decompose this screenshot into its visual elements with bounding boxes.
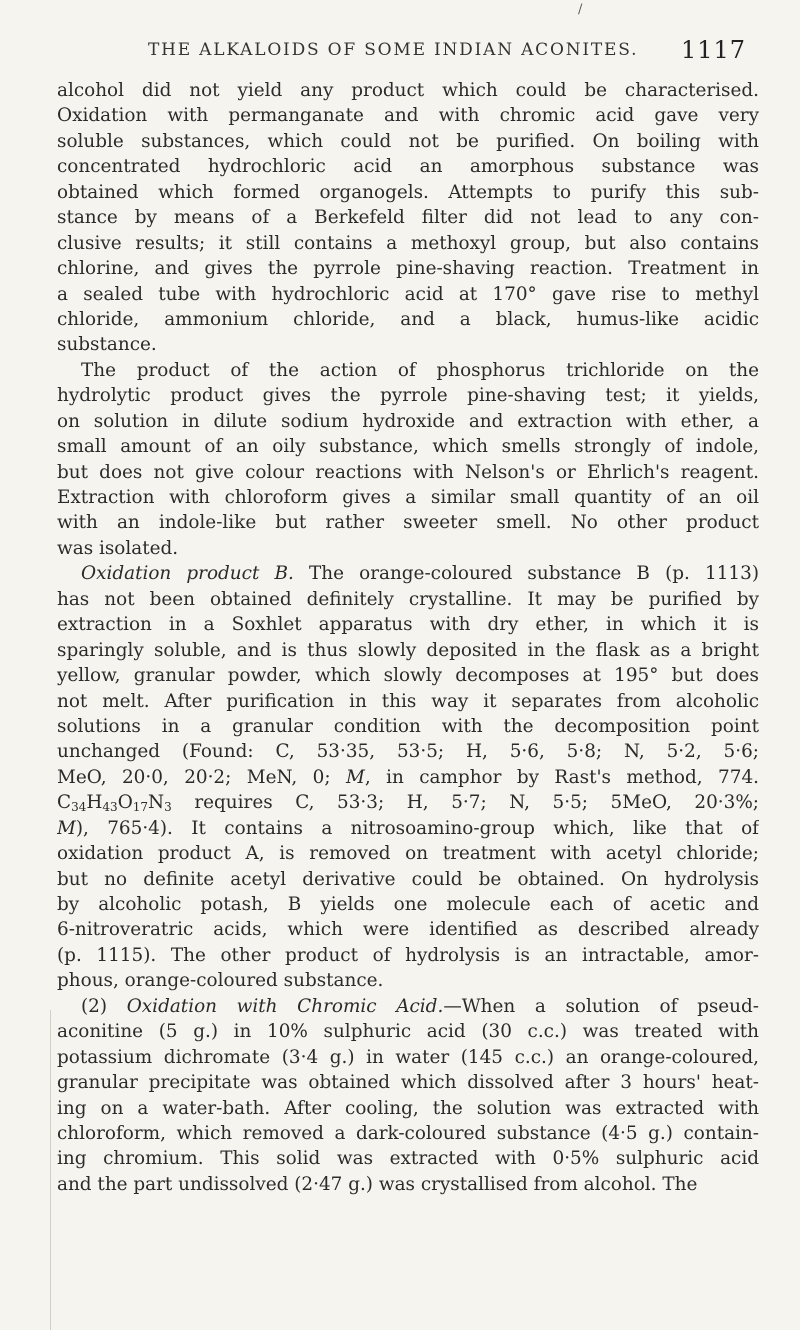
molecular-weight-symbol: M [345,766,365,788]
text-line: not melt. After purification in this way it separates from alcoholic [57,690,759,712]
formula-subscript: 34 [71,800,87,815]
margin-mark: / [578,2,583,17]
formula-subscript: 43 [102,800,118,815]
section-heading: Oxidation with Chromic Acid. [126,995,444,1017]
text-line: and the part undissolved (2·47 g.) was crystallised from alcohol. The [57,1173,698,1195]
text-line: on solution in dilute sodium hydroxide and extraction with ether, a [57,410,759,432]
text-line: granular precipitate was obtained which dissolved after 3 hours' heat- [57,1072,759,1094]
text-line: a sealed tube with hydrochloric acid at 170° gave rise to methyl [57,283,759,305]
text-line: The product of the action of phosphorus trichloride on the [81,359,759,381]
formula-element: N [148,792,165,814]
section-heading: Oxidation product B. [81,563,294,585]
body-text [57,78,759,1197]
text-line [57,561,759,586]
molecular-weight-symbol: M [57,817,76,839]
text-line: Oxidation with permanganate and with chromic acid gave very [57,105,759,127]
formula-element: O [117,792,133,814]
text-line: chloride, ammonium chloride, and a black, humus-like acidic [57,308,759,330]
text-line: but does not give colour reactions with Nelson's or Ehrlich's reagent. [57,461,759,483]
text-line: Extraction with chloroform gives a similar small quantity of an oil [57,487,759,508]
text-line: extraction in a Soxhlet apparatus with dry ether, in which it is [57,614,759,636]
text-line: hydrolytic product gives the pyrrole pine-shaving test; it yields, [57,385,759,407]
text-line [57,816,759,841]
text-fragment: ), 765·4). It contains a nitrosoamino-group which, like that of [75,817,759,839]
text-line: chlorine, and gives the pyrrole pine-shaving reaction. Treatment in [57,258,759,280]
binding-edge-line [50,1010,51,1330]
text-line: alcohol did not yield any product which could be characterised. [57,80,759,101]
text-line: soluble substances, which could not be purified. On boiling with [57,130,759,152]
text-fragment: , in camphor by Rast's method, 774. [364,766,759,788]
text-line: small amount of an oily substance, which smells strongly of indole, [57,436,759,458]
text-line: with an indole-like but rather sweeter smell. No other product [57,512,759,534]
text-line: 6-nitroveratric acids, which were identified as described already [57,919,759,941]
formula-subscript: 17 [132,800,149,815]
text-line: phous, orange-coloured substance. [57,970,384,992]
text-line: substance. [57,334,157,356]
section-number: (2) [81,995,108,1017]
formula-subscript: 3 [164,800,172,815]
text-line: ing on a water-bath. After cooling, the solution was extracted with [57,1097,759,1119]
text-line: unchanged (Found: C, 53·35, 53·5; H, 5·6, 5·8; N, 5·2, 5·6; [57,741,759,763]
text-line: clusive results; it still contains a methoxyl group, but also contains [57,232,759,254]
text-fragment: The orange-coloured substance B (p. 1113) [293,563,759,585]
text-line: obtained which formed organogels. Attempts to purify this sub- [57,181,759,203]
text-line: was isolated. [57,537,179,559]
text-line: chloroform, which removed a dark-coloured substance (4·5 g.) contain- [57,1122,759,1144]
text-line: aconitine (5 g.) in 10% sulphuric acid (30 c.c.) was treated with [57,1021,759,1043]
text-line: concentrated hydrochloric acid an amorphous substance was [57,156,759,178]
text-fragment: MeO, 20·0, 20·2; MeN, 0; [57,766,346,788]
text-line: potassium dichromate (3·4 g.) in water (145 c.c.) an orange-coloured, [57,1046,759,1068]
text-line: (p. 1115). The other product of hydrolysis is an intractable, amor- [57,944,759,966]
text-line: but no definite acetyl derivative could be obtained. On hydrolysis [57,868,759,890]
text-line [57,994,759,1019]
text-line: by alcoholic potash, B yields one molecule each of acetic and [57,894,759,915]
formula-line [57,790,759,815]
text-line: oxidation product A, is removed on treatment with acetyl chloride; [57,843,759,865]
text-line: ing chromium. This solid was extracted with 0·5% sulphuric acid [57,1148,759,1170]
text-line: sparingly soluble, and is thus slowly deposited in the flask as a bright [57,639,759,661]
text-line [57,765,759,790]
formula-element: H [86,792,103,814]
text-fragment: —When a solution of pseud- [443,995,759,1017]
formula-element: C [57,792,72,814]
text-line: solutions in a granular condition with the decomposition point [57,715,759,737]
text-line: yellow, granular powder, which slowly decomposes at 195° but does [57,665,759,687]
running-head [0,36,800,70]
text-line: has not been obtained definitely crystalline. It may be purified by [57,588,759,610]
text-line: stance by means of a Berkefeld filter did not lead to any con- [57,207,759,229]
page-number: 1117 [681,36,747,64]
running-head-title: THE ALKALOIDS OF SOME INDIAN ACONITES. [148,40,639,60]
text-fragment: requires C, 53·3; H, 5·7; N, 5·5; 5MeO, 20·3%; [171,792,759,814]
